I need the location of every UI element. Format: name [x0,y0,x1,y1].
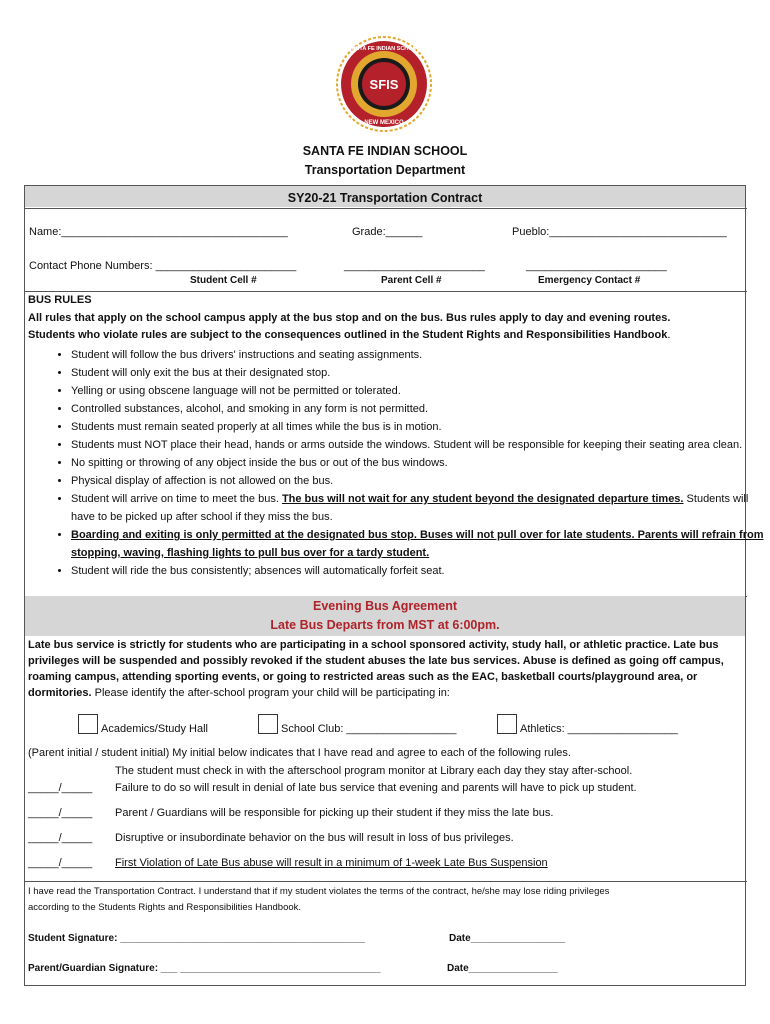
bus-rules-heading: BUS RULES [28,294,92,306]
option-academics: Academics/Study Hall [101,723,208,735]
late-rule-1b: Failure to do so will result in denial of late bus service that evening and parents will have to pick up student. [115,782,637,794]
logo-bottom-text: NEW MEXICO [364,120,404,126]
phone-field-emergency[interactable]: _______________________ [526,260,667,272]
checkbox-athletics[interactable] [497,714,517,734]
list-item: • No spitting or throwing of any object inside the bus or out of the bus windows. [71,454,770,472]
checkbox-school-club[interactable] [258,714,278,734]
evening-title: Evening Bus Agreement [312,599,457,613]
parent-cell-label: Parent Cell # [381,275,442,286]
grade-field[interactable]: Grade:______ [352,226,423,238]
initial-field-4[interactable]: _____/_____ [28,857,93,869]
school-seal-logo [336,36,432,132]
list-item: • Students must NOT place their head, hands or arms outside the windows. Student will be responsible for keeping their seating area clean. [71,436,770,454]
student-date-field[interactable]: Date_________________ [449,933,566,944]
initial-intro: (Parent initial / student initial) My initial below indicates that I have read and agree to each of the following rules. [28,747,571,759]
list-item: • Yelling or using obscene language will not be permitted or tolerated. [71,382,770,400]
late-rule-1a: The student must check in with the afterschool program monitor at Library each day they stay after-school. [115,765,633,777]
list-item: • Student will arrive on time to meet the bus. The bus will not wait for any student beyond the designated departure times. Students will have to be picked up after school if they miss the bus. [71,490,770,526]
list-item: • Controlled substances, alcohol, and smoking in any form is not permitted. [71,400,770,418]
school-name: SANTA FE INDIAN SCHOOL [302,144,468,158]
checkbox-academics[interactable] [78,714,98,734]
list-item: • Physical display of affection is not allowed on the bus. [71,472,770,490]
student-cell-label: Student Cell # [190,275,257,286]
late-rule-3: Disruptive or insubordinate behavior on the bus will result in loss of bus privileges. [115,832,514,844]
bus-rules-intro-1: All rules that apply on the school campus apply at the bus stop and on the bus. Bus rules apply to day and evening routes. [28,312,671,324]
student-signature-field[interactable]: Student Signature: ____________________________________________ [28,933,365,944]
late-rule-2: Parent / Guardians will be responsible for picking up their student if they miss the late bus. [115,807,554,819]
initial-field-2[interactable]: _____/_____ [28,807,93,819]
logo-ring-text: SANTA FE INDIAN SCHOOL [347,46,421,52]
list-item: • Student will follow the bus drivers' instructions and seating assignments. [71,346,770,364]
initial-field-3[interactable]: _____/_____ [28,832,93,844]
list-item: • Student will ride the bus consistently; absences will automatically forfeit seat. [71,562,770,580]
name-field[interactable]: Name:_____________________________________ [29,226,288,238]
department-name: Transportation Department [304,163,466,177]
list-item: • Students must remain seated properly at all times while the bus is in motion. [71,418,770,436]
evening-subtitle: Late Bus Departs from MST at 6:00pm. [270,618,500,632]
evening-paragraph: Late bus service is strictly for students who are participating in a school sponsored activity, study hall, or athletic practice. Late bus privileges will be suspended and possibly revoked if the student abuses the late bus services. Abuse is defined as going off campus, roaming campus, attending sporting events, or going to restricted areas such as the EAC, basketball courts/playground area, or dormitories. Please identify the after-school program your child will be participating in: [28,639,724,699]
phone-field-parent[interactable]: _______________________ [344,260,485,272]
parent-signature-field[interactable]: Parent/Guardian Signature: ___ ____________________________________ [28,963,381,974]
parent-date-field[interactable]: Date________________ [447,963,558,974]
bus-rules-intro-2: Students who violate rules are subject to the consequences outlined in the Student Rights and Responsibilities Handbook. [28,329,671,341]
agreement-text-1: I have read the Transportation Contract. I understand that if my student violates the terms of the contract, he/she may lose riding privileges [28,886,610,897]
emergency-contact-label: Emergency Contact # [538,275,641,286]
initial-field-1[interactable]: _____/_____ [28,782,93,794]
option-athletics[interactable]: Athletics: __________________ [520,723,678,735]
logo-center-text: SFIS [369,77,399,92]
late-rule-4: First Violation of Late Bus abuse will result in a minimum of 1-week Late Bus Suspension [115,857,548,869]
contract-title: SY20-21 Transportation Contract [287,191,483,205]
agreement-text-2: according to the Students Rights and Responsibilities Handbook. [28,902,302,913]
pueblo-field[interactable]: Pueblo:_____________________________ [512,226,727,238]
bus-rules-list [43,346,770,580]
phone-field-student[interactable]: Contact Phone Numbers: _______________________ [29,260,297,272]
option-school-club[interactable]: School Club: __________________ [281,723,457,735]
list-item: • Boarding and exiting is only permitted at the designated bus stop. Buses will not pull over for late students. Parents will refrain from stopping, waving, flashing lights to pull bus over for a tardy student. [71,526,770,562]
list-item: • Student will only exit the bus at their designated stop. [71,364,770,382]
